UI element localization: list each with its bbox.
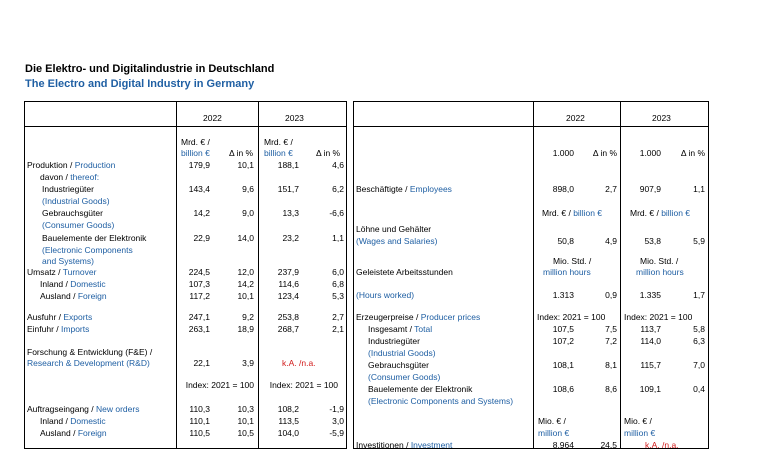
right-value-2023: 907,9 <box>639 184 661 194</box>
right-value-2022: Mio. € / <box>538 416 566 426</box>
left-delta-2022: 10,1 <box>237 291 254 301</box>
left-delta-1: Δ in % <box>229 148 254 158</box>
right-row-label-de: Investitionen / Investment <box>356 440 453 450</box>
right-year-2022: 2022 <box>566 113 585 123</box>
left-delta-2022: 14,0 <box>237 233 254 243</box>
left-delta-2022: 10,3 <box>237 404 254 414</box>
left-value-2023: k.A. /n.a. <box>282 358 316 368</box>
left-value-2023: 268,7 <box>277 324 299 334</box>
left-value-2023: Index: 2021 = 100 <box>269 380 338 390</box>
right-value-2022: million € <box>538 428 570 438</box>
left-value-2022: 110,5 <box>189 428 210 438</box>
right-row-label-en: (Consumer Goods) <box>368 372 441 382</box>
right-row-label-de: Beschäftigte / Employees <box>356 184 452 194</box>
left-year-2022: 2022 <box>203 113 222 123</box>
left-value-2023: 151,7 <box>277 184 299 194</box>
left-value-2023: 114,6 <box>278 279 299 289</box>
right-row-label-de: Erzeugerpreise / Producer prices <box>356 312 481 322</box>
left-row-label-en: Research & Development (R&D) <box>27 358 150 368</box>
right-value-2022: 108,1 <box>552 360 574 370</box>
right-value-2023: million € <box>624 428 656 438</box>
left-unit-de-2: Mrd. € / <box>264 137 293 147</box>
right-value-2023: 109,1 <box>639 384 661 394</box>
right-row-label-en: (Industrial Goods) <box>368 348 436 358</box>
left-row-label-en: Foreign <box>77 428 107 438</box>
right-value-2022: 1.313 <box>552 290 574 300</box>
right-delta-2022: 8,1 <box>605 360 617 370</box>
left-row-label-en: (Electronic Components <box>42 245 133 255</box>
right-value-2022: 8.964 <box>552 440 574 450</box>
right-delta-2022: 2,7 <box>605 184 617 194</box>
left-row-label-en: Foreign <box>77 291 107 301</box>
left-row-label-en: (Industrial Goods) <box>42 196 110 206</box>
left-delta-2023: 3,0 <box>332 416 344 426</box>
right-value-2022: Mio. Std. / <box>553 256 592 266</box>
right-row-label-de: Geleistete Arbeitsstunden <box>356 267 453 277</box>
left-delta-2023: 6,2 <box>332 184 344 194</box>
left-delta-2023: 6,0 <box>332 267 344 277</box>
left-header-rule <box>24 126 347 127</box>
left-value-2022: 107,3 <box>188 279 210 289</box>
right-delta-2023: 7,0 <box>693 360 705 370</box>
right-value-2023: 53,8 <box>644 236 661 246</box>
left-value-2022: 110,3 <box>189 404 210 414</box>
left-value-2022: 224,5 <box>188 267 210 277</box>
left-row-label-en: Domestic <box>70 416 106 426</box>
left-value-2023: 108,2 <box>277 404 299 414</box>
left-row-label-de: Produktion / Production <box>27 160 116 170</box>
left-row-label-de: Auftragseingang / New orders <box>27 404 140 414</box>
right-row-label-en: (Wages and Salaries) <box>356 236 438 246</box>
left-delta-2022: 12,0 <box>237 267 254 277</box>
right-delta-2023: 6,3 <box>693 336 705 346</box>
left-row-label-de: Bauelemente der Elektronik <box>42 233 147 243</box>
right-row-label-en: Total <box>414 324 433 334</box>
left-unit-en-2: billion € <box>264 148 293 158</box>
right-delta-2023: 5,8 <box>693 324 705 334</box>
right-value-2022: 107,2 <box>552 336 574 346</box>
right-value-2023: k.A. /n.a. <box>645 440 679 450</box>
left-value-2022: 110,1 <box>189 416 210 426</box>
right-delta-2023: 0,4 <box>693 384 705 394</box>
left-row-label-de: Einfuhr / Imports <box>27 324 90 334</box>
left-value-2023: 13,3 <box>282 208 299 218</box>
right-row-label-de: Bauelemente der Elektronik <box>368 384 473 394</box>
left-row-label-en: thereof: <box>70 172 100 182</box>
right-value-2022: Index: 2021 = 100 <box>537 312 606 322</box>
left-delta-2022: 10,5 <box>237 428 254 438</box>
left-value-2022: Index: 2021 = 100 <box>185 380 254 390</box>
left-row-label-de: Ausfuhr / Exports <box>27 312 93 322</box>
right-value-2022: 50,8 <box>557 236 574 246</box>
right-unit-2023: Mrd. € / billion € <box>630 208 691 218</box>
left-row-label-de: davon / thereof: <box>40 172 100 182</box>
left-row-label-de: Inland / Domestic <box>40 416 106 426</box>
right-row-label-en: Employees <box>409 184 452 194</box>
right-value-2023: 115,7 <box>640 360 661 370</box>
right-value-2022: 1.000 <box>552 148 574 158</box>
right-value-2022: 108,6 <box>552 384 574 394</box>
right-delta-2022: 4,9 <box>605 236 617 246</box>
right-value-2023: 114,0 <box>640 336 661 346</box>
right-delta-2022: 7,5 <box>605 324 617 334</box>
right-delta-2022: 24,5 <box>600 440 617 450</box>
left-delta-2023: 4,6 <box>332 160 344 170</box>
right-value-2023: Mio. € / <box>624 416 652 426</box>
right-delta-2023: Δ in % <box>680 148 705 158</box>
left-unit-en-1: billion € <box>181 148 210 158</box>
left-delta-2023: 2,7 <box>332 312 344 322</box>
right-value-2023: million hours <box>636 267 684 277</box>
right-value-2023: Index: 2021 = 100 <box>624 312 693 322</box>
left-delta-2023: 6,8 <box>332 279 344 289</box>
left-row-label-de: Ausland / Foreign <box>40 291 107 301</box>
left-delta-2022: 10,1 <box>237 416 254 426</box>
left-row-label-de: Umsatz / Turnover <box>27 267 97 277</box>
right-delta-2023: 1,7 <box>693 290 705 300</box>
right-row-label-en: (Hours worked) <box>356 290 415 300</box>
left-delta-2023: 2,1 <box>332 324 344 334</box>
left-unit-de-1: Mrd. € / <box>181 137 210 147</box>
left-value-2022: 22,9 <box>193 233 210 243</box>
left-delta-2022: 18,9 <box>237 324 254 334</box>
left-row-label-en: New orders <box>96 404 140 414</box>
left-delta-2: Δ in % <box>316 148 341 158</box>
left-value-2022: 143,4 <box>188 184 210 194</box>
left-value-2022: 179,9 <box>188 160 210 170</box>
right-row-label-en: (Electronic Components and Systems) <box>368 396 514 406</box>
right-value-2023: 113,7 <box>640 324 661 334</box>
left-row-label-en: Imports <box>61 324 90 334</box>
right-unit-2023-en: billion € <box>661 208 691 218</box>
left-delta-2023: -6,6 <box>329 208 344 218</box>
right-value-2023: 1.335 <box>639 290 661 300</box>
left-value-2023: 188,1 <box>277 160 299 170</box>
right-value-2023: Mio. Std. / <box>640 256 679 266</box>
right-value-2023: 1.000 <box>639 148 661 158</box>
left-delta-2022: 10,1 <box>237 160 254 170</box>
right-delta-2022: 0,9 <box>605 290 617 300</box>
left-value-2022: 22,1 <box>193 358 210 368</box>
right-value-2022: million hours <box>543 267 591 277</box>
right-delta-2022: Δ in % <box>592 148 617 158</box>
right-value-2022: 898,0 <box>552 184 574 194</box>
right-header-rule <box>353 126 709 127</box>
right-row-label-de: Industriegüter <box>368 336 420 346</box>
page-title-en: The Electro and Digital Industry in Germany <box>25 78 255 90</box>
right-delta-2022: 7,2 <box>605 336 617 346</box>
right-row-label-de: Löhne und Gehälter <box>356 224 432 234</box>
right-delta-2022: 8,6 <box>605 384 617 394</box>
right-delta-2023: 5,9 <box>693 236 705 246</box>
left-value-2022: 117,2 <box>189 291 210 301</box>
left-value-2023: 113,5 <box>278 416 299 426</box>
right-row-label-de: Insgesamt / Total <box>368 324 433 334</box>
left-value-2022: 14,2 <box>193 208 210 218</box>
left-value-2023: 253,8 <box>277 312 299 322</box>
right-year-2023: 2023 <box>652 113 671 123</box>
left-row-label-de: Industriegüter <box>42 184 94 194</box>
left-delta-2023: -5,9 <box>329 428 344 438</box>
right-row-label-en: Investment <box>410 440 453 450</box>
left-delta-2023: 5,3 <box>332 291 344 301</box>
left-value-2023: 104,0 <box>277 428 299 438</box>
left-row-label-de: Forschung & Entwicklung (F&E) / <box>27 347 153 357</box>
left-delta-2022: 9,2 <box>242 312 254 322</box>
left-row-label-de: Inland / Domestic <box>40 279 106 289</box>
left-delta-2022: 14,2 <box>237 279 254 289</box>
left-row-label-en: and Systems) <box>42 256 94 266</box>
left-row-label-en: (Consumer Goods) <box>42 220 115 230</box>
left-value-2022: 247,1 <box>188 312 210 322</box>
left-value-2023: 237,9 <box>277 267 299 277</box>
left-year-2023: 2023 <box>285 113 304 123</box>
left-delta-2022: 3,9 <box>242 358 254 368</box>
left-delta-2022: 9,6 <box>242 184 254 194</box>
right-value-2022: 107,5 <box>552 324 574 334</box>
left-row-label-en: Exports <box>63 312 93 322</box>
left-row-label-de: Gebrauchsgüter <box>42 208 103 218</box>
left-value-2023: 23,2 <box>282 233 299 243</box>
right-delta-2023: 1,1 <box>693 184 705 194</box>
page-title-de: Die Elektro- und Digitalindustrie in Deutschland <box>25 63 275 75</box>
left-row-label-en: Production <box>74 160 116 170</box>
right-row-label-de: Gebrauchsgüter <box>368 360 429 370</box>
right-unit-2022-en: billion € <box>573 208 603 218</box>
left-delta-2022: 9,0 <box>242 208 254 218</box>
left-delta-2023: -1,9 <box>329 404 344 414</box>
left-row-label-en: Turnover <box>62 267 97 277</box>
left-row-label-en: Domestic <box>70 279 106 289</box>
left-value-2023: 123,4 <box>277 291 299 301</box>
left-row-label-de: Ausland / Foreign <box>40 428 107 438</box>
right-row-label-en: Producer prices <box>420 312 481 322</box>
right-unit-2022: Mrd. € / billion € <box>542 208 603 218</box>
left-delta-2023: 1,1 <box>332 233 344 243</box>
left-value-2022: 263,1 <box>188 324 210 334</box>
